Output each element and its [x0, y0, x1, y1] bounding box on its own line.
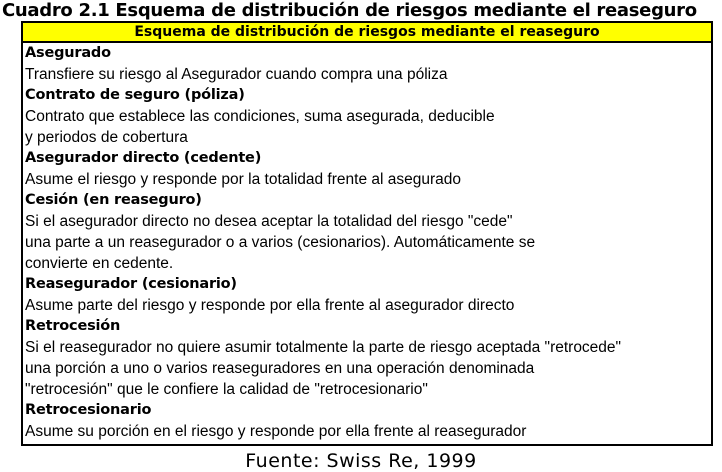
- term-retrocesionario: Retrocesionario: [25, 402, 152, 418]
- table-header: Esquema de distribución de riesgos mediante el reaseguro: [23, 23, 711, 43]
- desc-cesion-line-1: Si el asegurador directo no desea aceptar la totalidad del riesgo "cede": [25, 213, 513, 230]
- desc-retrocesionario-line-1: Asume su porción en el riesgo y responde por ella frente al reasegurador: [25, 423, 527, 440]
- term-asegurador-directo: Asegurador directo (cedente): [25, 150, 262, 166]
- desc-retrocesion-line-1: Si el reasegurador no quiere asumir totalmente la parte de riesgo aceptada "retrocede": [25, 339, 622, 356]
- table-body: [23, 43, 711, 442]
- term-retrocesion: Retrocesión: [25, 318, 121, 334]
- desc-reasegurador-line-1: Asume parte del riesgo y responde por ella frente al asegurador directo: [25, 297, 515, 314]
- desc-cesion-line-2: una parte a un reasegurador o a varios (cesionarios). Automáticamente se: [25, 234, 536, 251]
- term-cesion: Cesión (en reaseguro): [25, 192, 202, 208]
- desc-cesion-line-3: convierte en cedente.: [25, 255, 174, 272]
- term-asegurado: Asegurado: [25, 45, 111, 61]
- desc-asegurador-directo-line-1: Asume el riesgo y responde por la totalidad frente al asegurado: [25, 171, 461, 188]
- desc-contrato-line-2: y periodos de cobertura: [25, 129, 188, 146]
- risk-distribution-table: [21, 21, 713, 446]
- term-contrato-de-seguro: Contrato de seguro (póliza): [25, 87, 245, 103]
- table-caption: Cuadro 2.1 Esquema de distribución de riesgos mediante el reaseguro: [2, 0, 697, 21]
- term-reasegurador: Reasegurador (cesionario): [25, 276, 237, 292]
- desc-retrocesion-line-2: una porción a uno o varios reaseguradores en una operación denominada: [25, 360, 535, 377]
- source-note: Fuente: Swiss Re, 1999: [245, 450, 477, 472]
- desc-retrocesion-line-3: "retrocesión" que le confiere la calidad de "retrocesionario": [25, 381, 428, 398]
- desc-asegurado-line-1: Transfiere su riesgo al Asegurador cuando compra una póliza: [25, 66, 448, 83]
- desc-contrato-line-1: Contrato que establece las condiciones, suma asegurada, deducible: [25, 108, 495, 125]
